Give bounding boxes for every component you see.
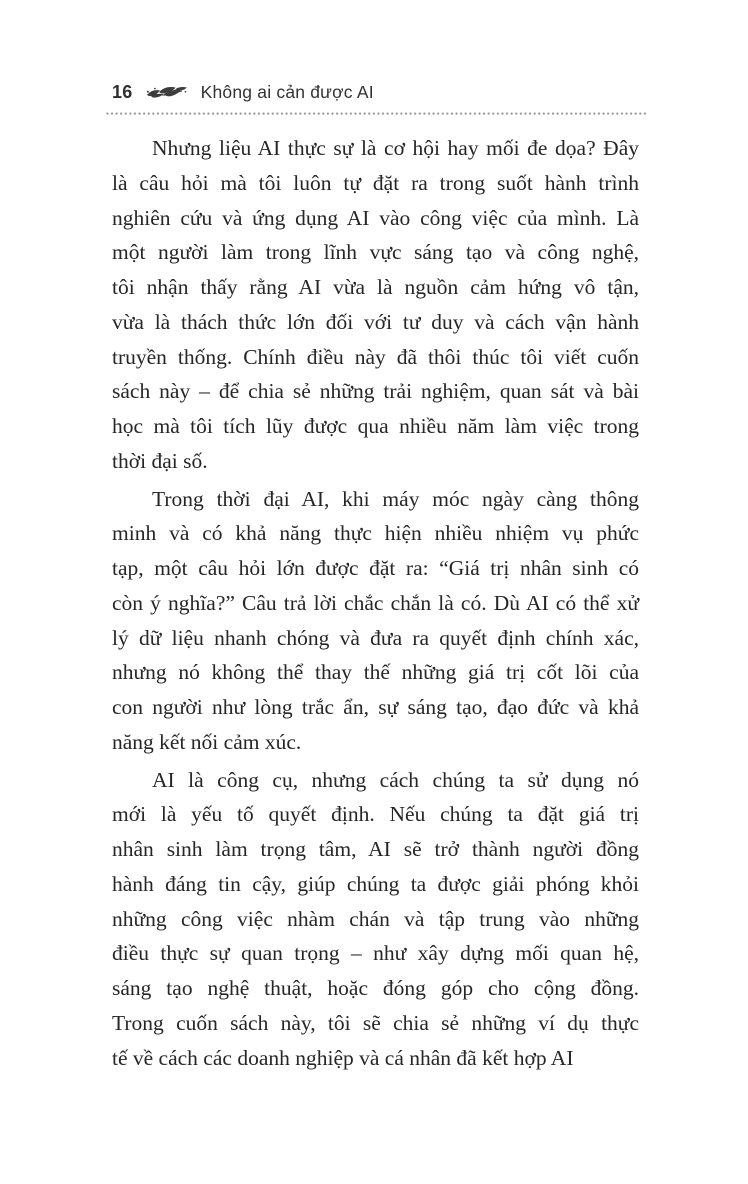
text-line: điều thực sự quan trọng – như xây dựng mối quan hệ, [112, 941, 639, 966]
text-line: con người như lòng trắc ẩn, sự sáng tạo, đạo đức và khả [112, 695, 639, 719]
dotted-divider [106, 112, 648, 116]
text-line: những công việc nhàm chán và tập trung vào những [112, 906, 639, 931]
text-line: Trong thời đại AI, khi máy móc ngày càng thông [152, 486, 639, 511]
text-line: hành đáng tin cậy, giúp chúng ta được giải phóng khỏi [112, 871, 639, 896]
text-line: AI là công cụ, nhưng cách chúng ta sử dụng nó [152, 767, 639, 792]
text-line: mới là yếu tố quyết định. Nếu chúng ta đặt giá trị [112, 802, 639, 827]
text-line: minh và có khả năng thực hiện nhiều nhiệm vụ phức [112, 521, 639, 546]
text-line: vừa là thách thức lớn đối với tư duy và cách vận hành [112, 309, 639, 334]
text-line: tế về cách các doanh nghiệp và cá nhân đã kết hợp AI [112, 1045, 574, 1070]
text-line: tạp, một câu hỏi lớn được đặt ra: “Giá trị nhân sinh có [112, 556, 639, 580]
text-line: nhân sinh làm trọng tâm, AI sẽ trở thành người đồng [112, 837, 639, 861]
text-line: nhưng nó không thể thay thế những giá trị cốt lõi của [112, 660, 639, 685]
text-line: lý dữ liệu nhanh chóng và đưa ra quyết định chính xác, [112, 625, 639, 650]
text-line: Trong cuốn sách này, tôi sẽ chia sẻ những ví dụ thực [112, 1010, 639, 1035]
header-title: Không ai cản được AI [200, 82, 374, 102]
text-line: thời đại số. [112, 448, 208, 473]
text-line: tôi nhận thấy rằng AI vừa là nguồn cảm hứng vô tận, [112, 275, 639, 299]
text-line: Nhưng liệu AI thực sự là cơ hội hay mối đe dọa? Đây [152, 136, 639, 160]
fleuron-ornament-icon [145, 83, 189, 102]
paragraph [112, 763, 639, 1076]
text-line: truyền thống. Chính điều này đã thôi thúc tôi viết cuốn [112, 344, 639, 369]
text-line: một người làm trong lĩnh vực sáng tạo và công nghệ, [112, 240, 639, 265]
text-line: sách này – để chia sẻ những trải nghiệm, quan sát và bài [112, 379, 639, 404]
text-line: năng kết nối cảm xúc. [112, 729, 302, 754]
running-header [112, 82, 644, 103]
body-text [112, 131, 639, 1078]
text-line: nghiên cứu và ứng dụng AI vào công việc của mình. Là [112, 205, 639, 230]
paragraph [112, 482, 639, 760]
text-line: còn ý nghĩa?” Câu trả lời chắc chắn là có. Dù AI có thể xử [112, 590, 639, 615]
paragraph [112, 131, 639, 479]
text-line: học mà tôi tích lũy được qua nhiều năm làm việc trong [112, 414, 639, 438]
text-line: sáng tạo nghệ thuật, hoặc đóng góp cho cộng đồng. [112, 976, 639, 1000]
text-line: là câu hỏi mà tôi luôn tự đặt ra trong suốt hành trình [112, 170, 639, 195]
page-number: 16 [112, 82, 133, 102]
